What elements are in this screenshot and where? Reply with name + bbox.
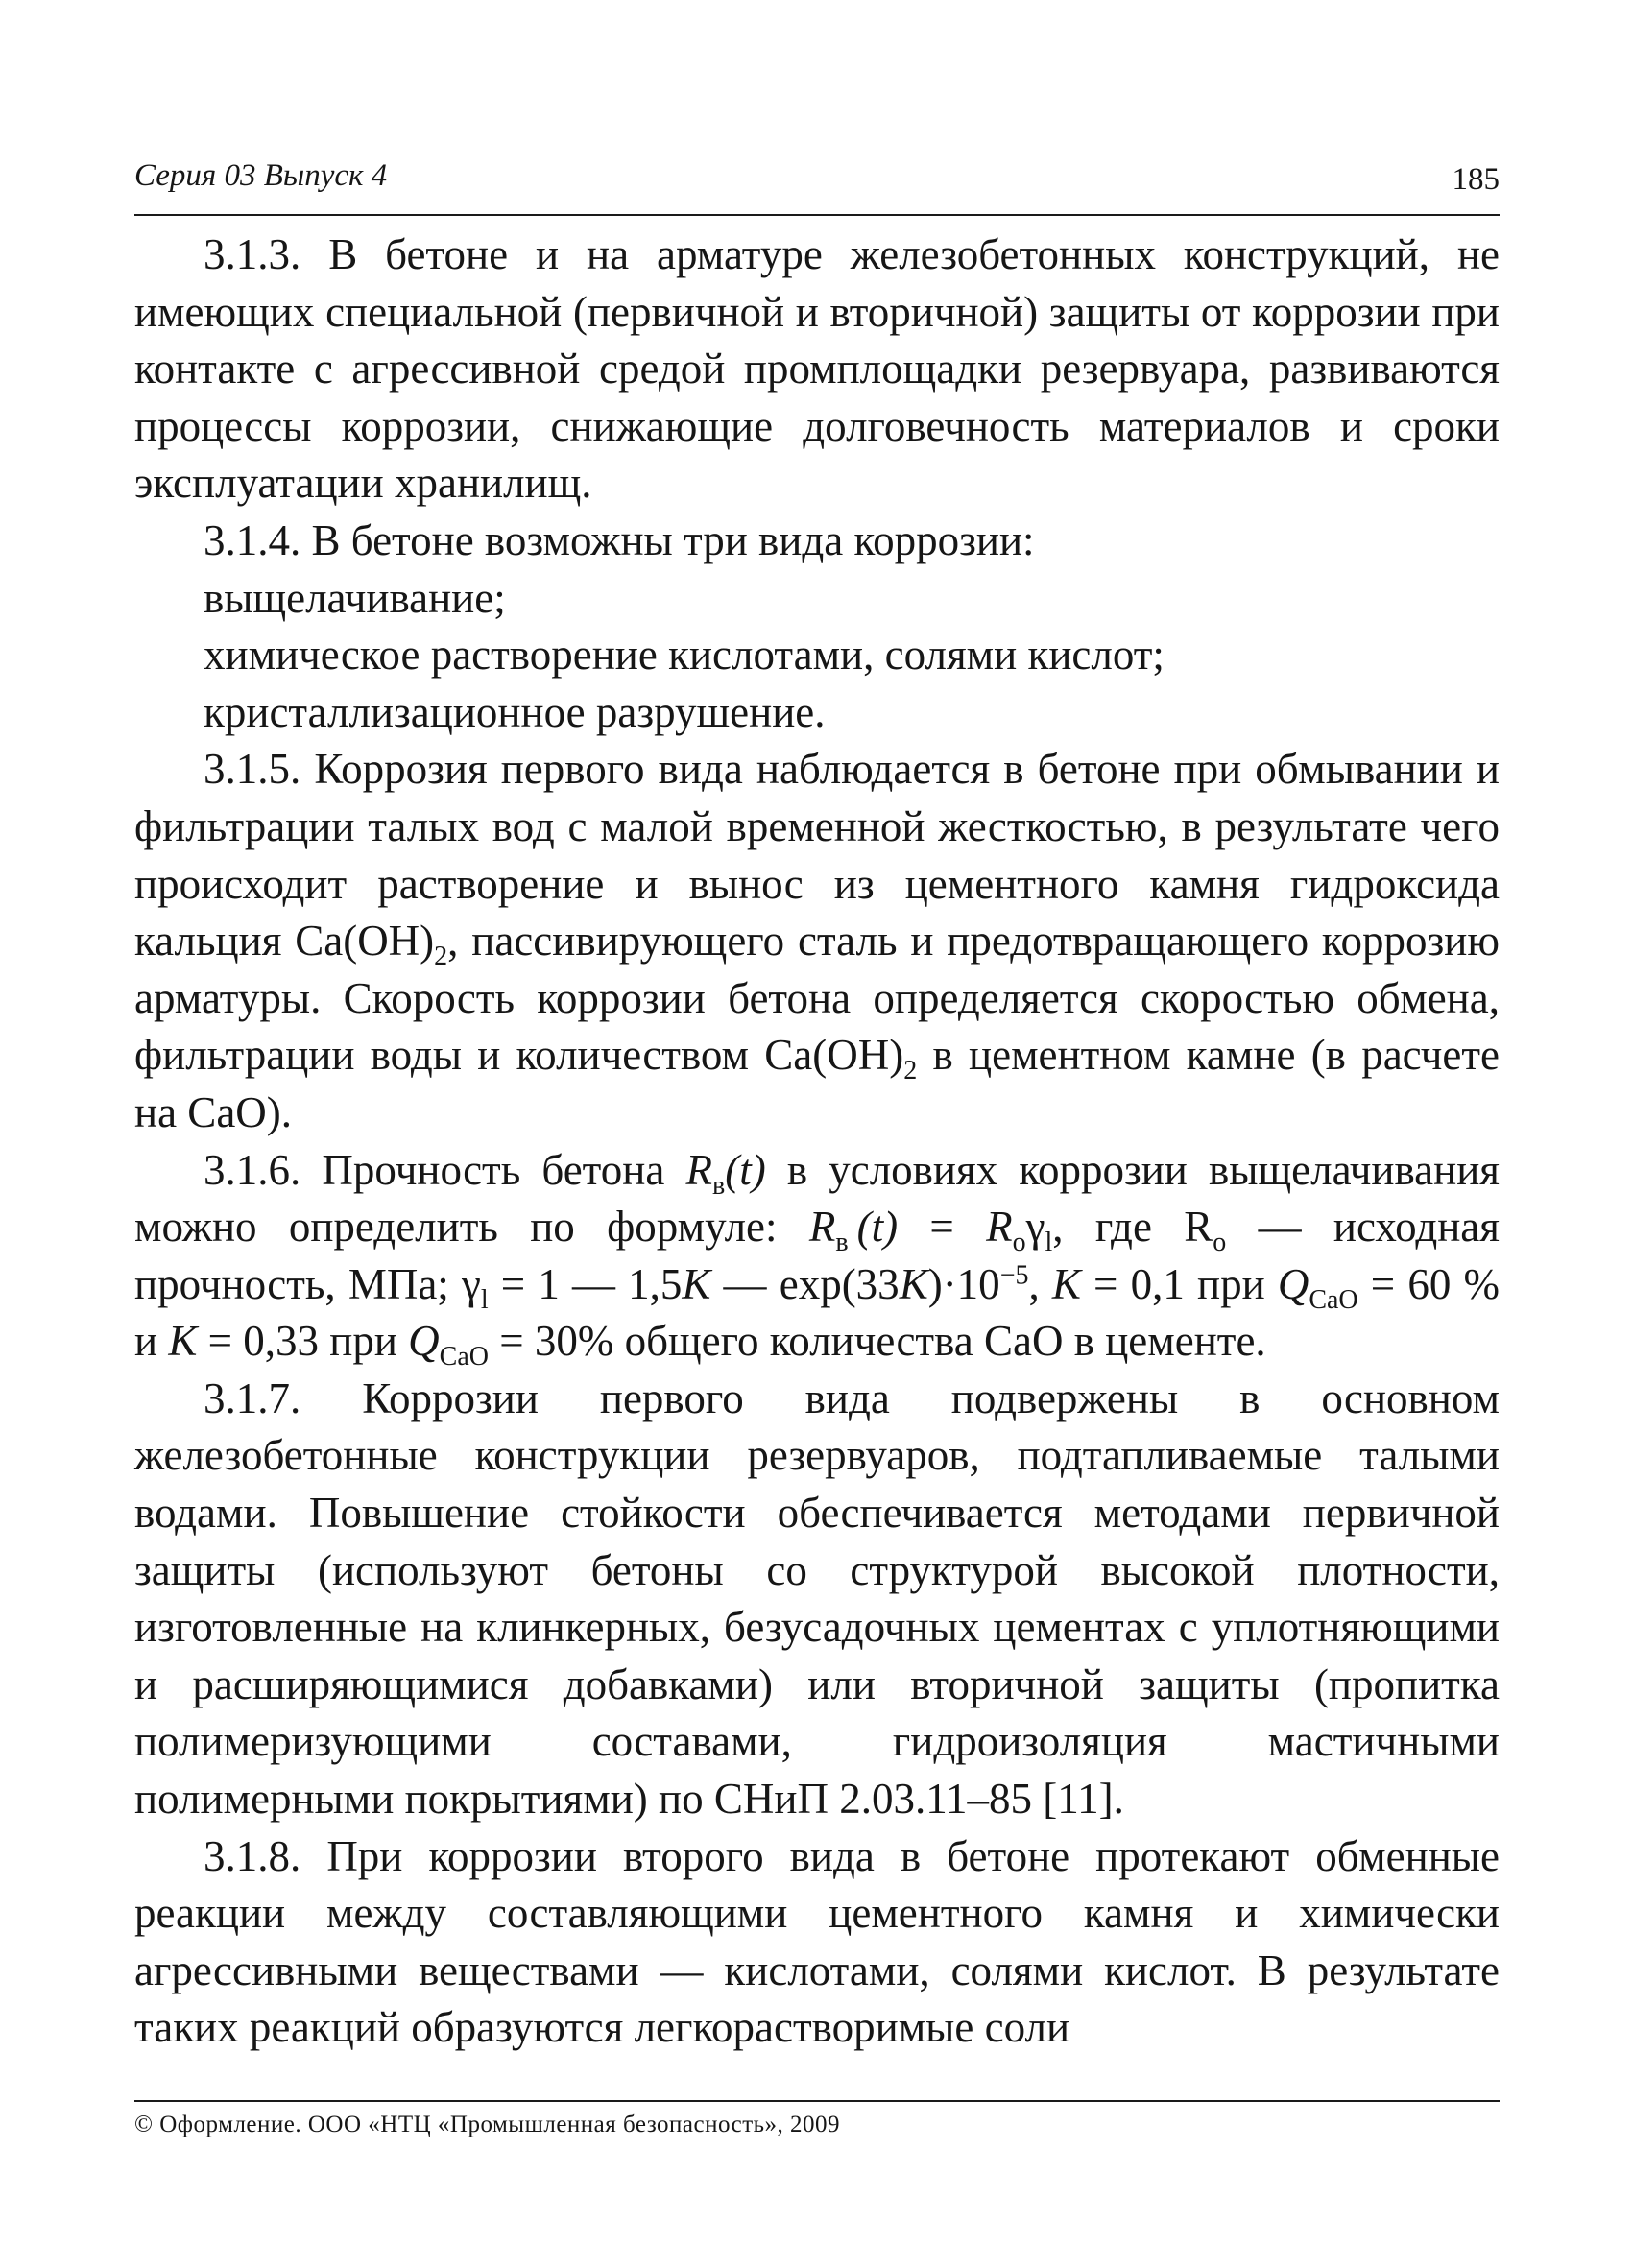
paragraph-3-1-4-intro: 3.1.4. В бетоне возможны три вида коррозии: — [204, 515, 1035, 564]
corrosion-type-item: химическое растворение кислотами, солями кислот; — [204, 631, 1165, 680]
paragraph-3-1-6: 3.1.6. Прочность бетона $R_в(t)$ в условиях коррозии выщелачивания можно определить по формуле: $R_в$ $(t) = R_o\gamma_l$, где $R_o$ — исходная прочность, МПа; $\gamma_l = 1$ — 1,5K — $\exp(33K)\cdot 10^{-5}$, K = 0,1 при $Q_{CaO} = 60$ % и K = 0,33 при $Q_{CaO} = 30\%$ общего количества CaO в цементе. — [134, 1145, 1500, 1373]
copyright-footer: © Оформление. ООО «НТЦ «Промышленная безопасность», 2009 — [134, 2112, 841, 2137]
paragraph-3-1-3: 3.1.3. В бетоне и на арматуре железобетонных конструкций, не имеющих специальной (первичной и вторичной) защиты от коррозии при контакте с агрессивной средой промплощадки резервуара, развиваются процессы коррозии, снижающие долговечность материалов и сроки эксплуатации хранилищ. — [134, 230, 1500, 508]
header-rule — [134, 214, 1500, 216]
body-text — [134, 227, 1500, 2057]
paragraph-3-1-8: 3.1.8. При коррозии второго вида в бетоне протекают обменные реакции между составляющими цементного камня и химически агрессивными веществами — кислотами, солями кислот. В результате таких реакций образуются легкорастворимые соли — [134, 1831, 1500, 2052]
paragraph-3-1-5: 3.1.5. Коррозия первого вида наблюдается в бетоне при обмывании и фильтрации талых вод с малой временной жесткостью, в результате чего происходит растворение и вынос из цементного камня гидроксида кальция $Ca(OH)_2$, пассивирующего сталь и предотвращающего коррозию арматуры. Скорость коррозии бетона определяется скоростью обмена, фильтрации воды и количеством $Ca(OH)_2$ в цементном камне (в расчете на CaO). — [134, 745, 1500, 1136]
paragraph-3-1-7: 3.1.7. Коррозии первого вида подвержены в основном железобетонные конструкции резервуаров, подтапливаемые талыми водами. Повышение стойкости обеспечивается методами первичной защиты (используют бетоны со структурой высокой плотности, изготовленные на клинкерных, безусадочных цементах с уплотняющими и расширяющимися добавками) или вторичной защиты (пропитка полимеризующими составами, гидроизоляция мастичными полимерными покрытиями) по СНиП 2.03.11–85 [11]. — [134, 1373, 1500, 1824]
footer-rule — [134, 2100, 1500, 2102]
running-head — [134, 158, 1500, 216]
corrosion-type-item: кристаллизационное разрушение. — [204, 687, 826, 736]
running-title: Серия 03 Выпуск 4 — [134, 158, 388, 193]
page-number: 185 — [1452, 162, 1500, 197]
corrosion-type-item: выщелачивание; — [204, 573, 506, 622]
strength-formula: $R_в$ $(t) = R_o\gamma_l$ — [808, 1203, 1053, 1257]
